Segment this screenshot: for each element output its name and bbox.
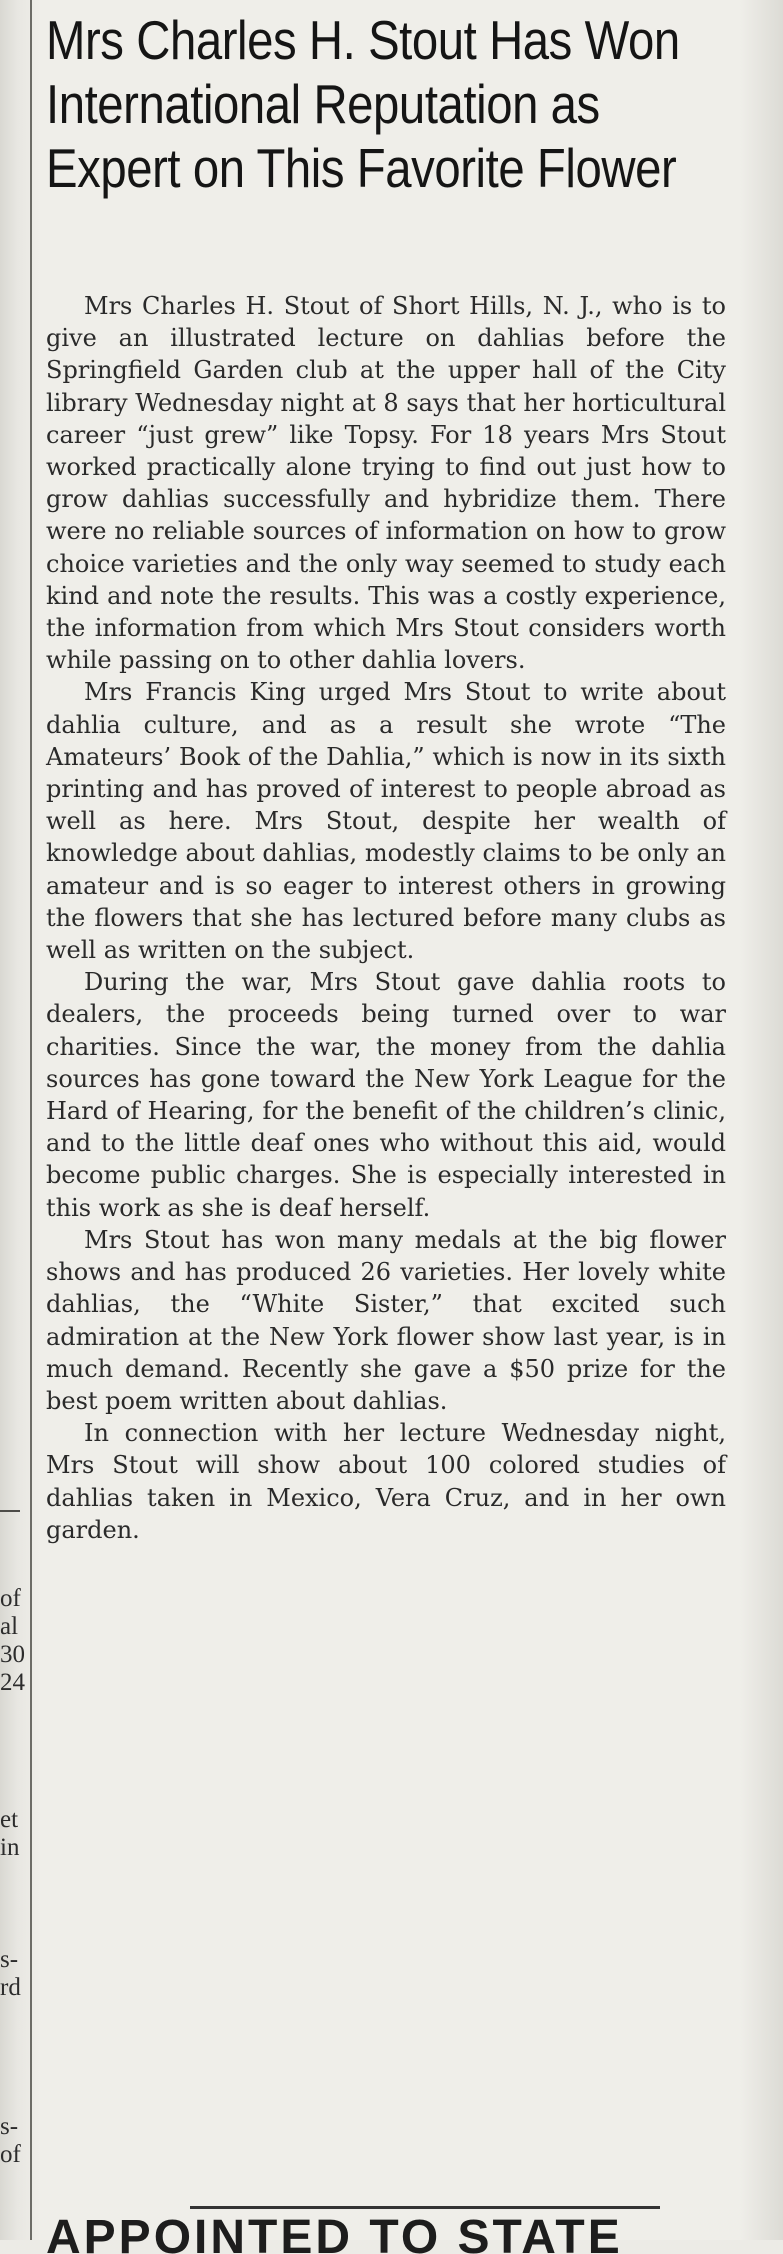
fragment-text: et	[0, 1806, 19, 1833]
article	[46, 8, 726, 1544]
article-paragraph: In connection with her lecture Wednesday night, Mrs Stout will show about 100 colored studies of dahlias taken in Mexico, Vera Cruz, and in her own garden.	[46, 1419, 726, 1544]
fragment-text: s-	[0, 2113, 19, 2140]
column-dash	[0, 1510, 20, 1512]
article-paragraph: During the war, Mrs Stout gave dahlia roots to dealers, the proceeds being turned over to war charities. Since the war, the money from the dahlia sources has gone toward the New York League for the Hard of Hearing, for the benefit of the children’s clinic, and to the little deaf ones who without this aid, would become public charges. She is especially interested in this work as she is deaf herself.	[46, 968, 726, 1222]
article-paragraph: Mrs Francis King urged Mrs Stout to write about dahlia culture, and as a result she wrote “The Amateurs’ Book of the Dahlia,” which is now in its sixth printing and has proved of interest to people abroad as well as here. Mrs Stout, despite her wealth of knowledge about dahlias, modestly claims to be only an amateur and is so eager to interest others in growing the flowers that she has lectured before many clubs as well as written on the subject.	[46, 678, 726, 965]
article-headline: Mrs Charles H. Stout Has Won International Reputation as Expert on This Favorite Flower	[46, 9, 680, 199]
article-paragraph: Mrs Stout has won many medals at the big flower shows and has produced 26 varieties. Her lovely white dahlias, the “White Sister,” that excited such admiration at the New York flower show last year, is in much demand. Recently she gave a $50 prize for the best poem written about dahlias.	[46, 1225, 726, 1415]
fragment-text: 24	[0, 1669, 25, 1696]
fragment-text: 30	[0, 1641, 25, 1668]
fragment-text: rd	[0, 1974, 21, 2001]
headline-rule	[190, 2206, 660, 2209]
fragment-text: of	[0, 1585, 21, 1612]
fragment-text: s-	[0, 1946, 19, 1973]
article-body	[46, 290, 726, 1546]
next-article-headline: APPOINTED TO STATE	[46, 2214, 623, 2254]
article-paragraph: Mrs Charles H. Stout of Short Hills, N. J., who is to give an illustrated lecture on dahlias before the Springfield Garden club at the upper hall of the City library Wednesday night at 8 says that her horticultural career “just grew” like Topsy. For 18 years Mrs Stout worked practically alone trying to find out just how to grow dahlias successfully and hybridize them. There were no reliable sources of information on how to grow choice varieties and the only way seemed to study each kind and note the results. This was a costly experience, the information from which Mrs Stout considers worth while passing on to other dahlia lovers.	[46, 292, 726, 675]
fragment-text: of	[0, 2141, 21, 2168]
fragment-text: al	[0, 1613, 19, 1640]
adjacent-column-fragments	[0, 0, 32, 2240]
column-rule	[30, 0, 32, 2240]
fragment-text: in	[0, 1834, 20, 1861]
